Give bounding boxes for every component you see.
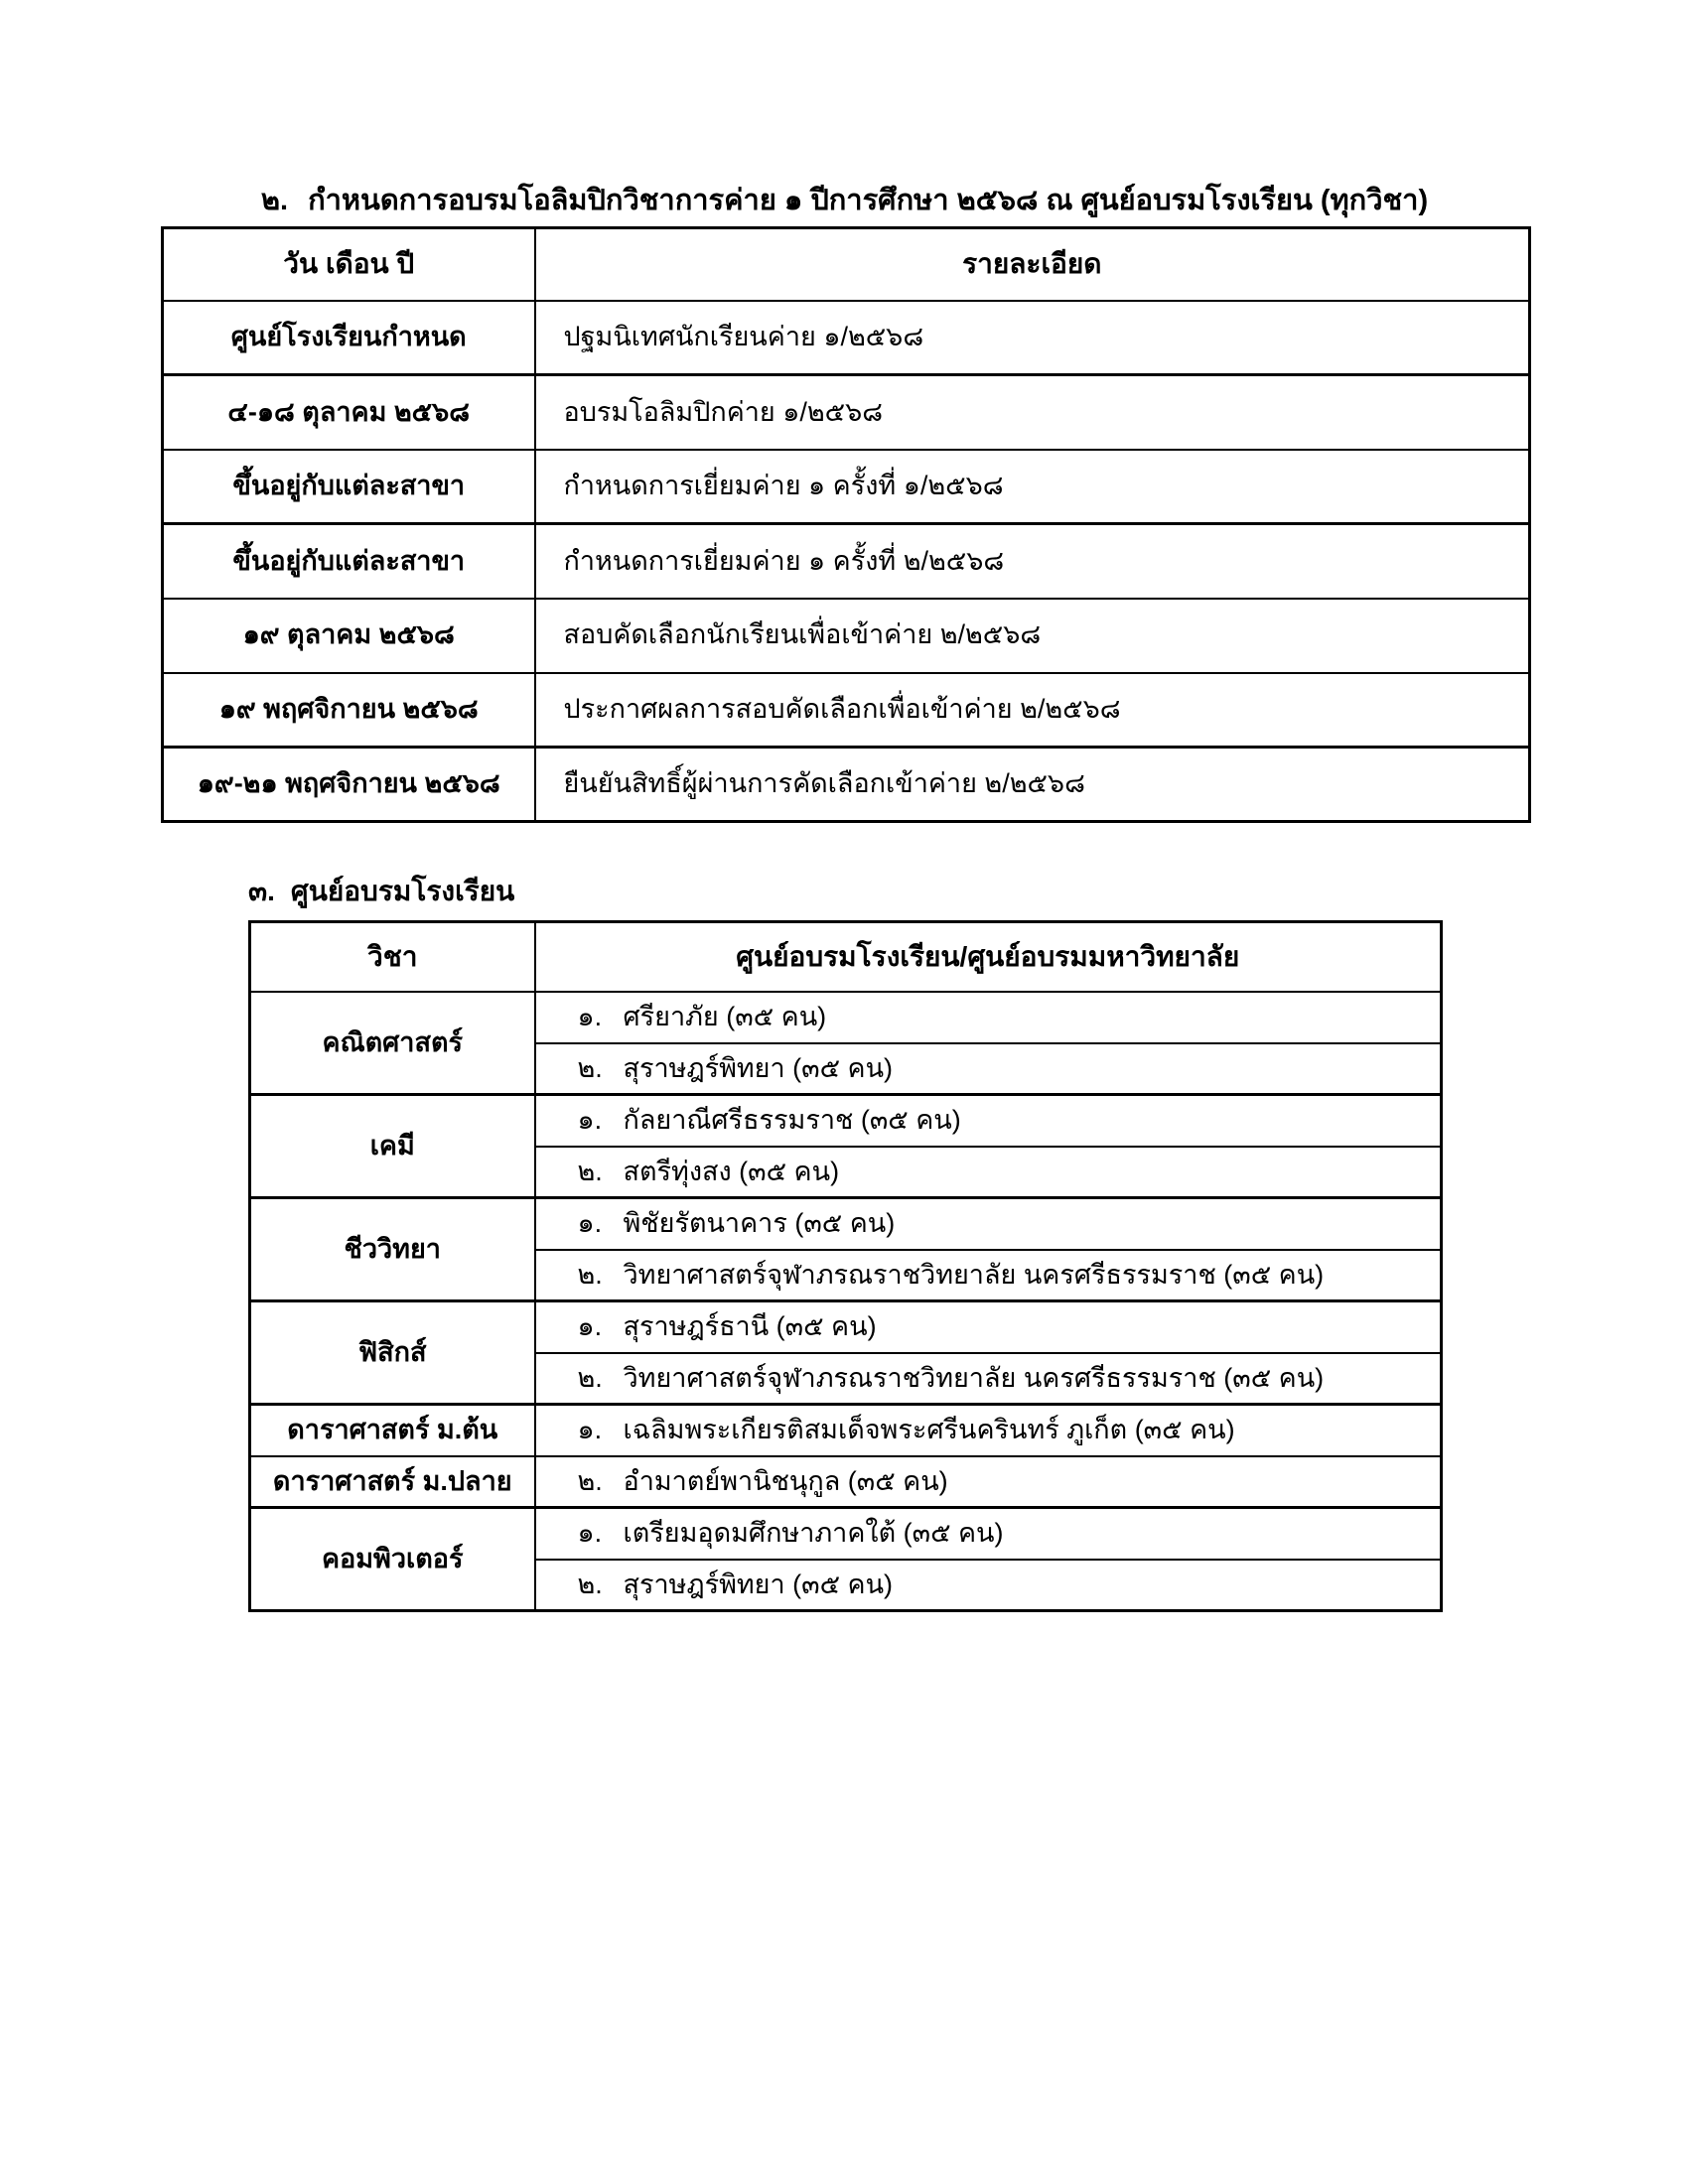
centers-header-row xyxy=(250,922,1442,992)
schedule-row xyxy=(163,524,1530,599)
centers-table-body xyxy=(250,992,1442,1611)
centers-item-cell xyxy=(535,1353,1442,1405)
schedule-table xyxy=(161,226,1531,823)
schedule-table-body xyxy=(163,301,1530,822)
schedule-detail-cell: ประกาศผลการสอบคัดเลือกเพื่อเข้าค่าย ๒/๒๕๖๘ xyxy=(535,673,1530,748)
centers-item-name: สุราษฎร์พิทยา (๓๕ คน) xyxy=(623,1569,894,1599)
schedule-detail-cell: อบรมโอลิมปิกค่าย ๑/๒๕๖๘ xyxy=(535,375,1530,450)
centers-item-name: วิทยาศาสตร์จุฬาภรณราชวิทยาลัย นครศรีธรรมราช (๓๕ คน) xyxy=(623,1259,1325,1290)
centers-item-name: อำมาตย์พานิชนุกูล (๓๕ คน) xyxy=(623,1465,948,1496)
centers-item-cell xyxy=(535,1095,1442,1147)
centers-row xyxy=(250,1198,1442,1250)
centers-item-cell xyxy=(535,1456,1442,1508)
schedule-detail-cell: กำหนดการเยี่ยมค่าย ๑ ครั้งที่ ๒/๒๕๖๘ xyxy=(535,524,1530,599)
centers-row xyxy=(250,992,1442,1043)
centers-subject-cell: คณิตศาสตร์ xyxy=(250,992,535,1095)
schedule-date-cell: ๔-๑๘ ตุลาคม ๒๕๖๘ xyxy=(163,375,535,450)
section-2-title xyxy=(161,183,1528,218)
centers-row xyxy=(250,1405,1442,1456)
centers-subject-cell: คอมพิวเตอร์ xyxy=(250,1508,535,1611)
centers-item-name: วิทยาศาสตร์จุฬาภรณราชวิทยาลัย นครศรีธรรมราช (๓๕ คน) xyxy=(623,1362,1325,1393)
centers-item-number: ๒. xyxy=(577,1362,603,1393)
centers-item-number: ๒. xyxy=(577,1465,603,1496)
centers-item-cell xyxy=(535,1250,1442,1301)
schedule-row xyxy=(163,599,1530,673)
centers-item-cell xyxy=(535,1301,1442,1353)
centers-item-number: ๑. xyxy=(577,1518,603,1549)
schedule-date-cell: ๑๙-๒๑ พฤศจิกายน ๒๕๖๘ xyxy=(163,748,535,822)
schedule-date-cell: ๑๙ ตุลาคม ๒๕๖๘ xyxy=(163,599,535,673)
centers-subject-cell: ดาราศาสตร์ ม.ต้น xyxy=(250,1405,535,1456)
centers-header-center: ศูนย์อบรมโรงเรียน/ศูนย์อบรมมหาวิทยาลัย xyxy=(535,922,1442,992)
centers-item-number: ๒. xyxy=(577,1259,603,1290)
centers-item-number: ๑. xyxy=(577,1001,603,1031)
centers-item-name: เตรียมอุดมศึกษาภาคใต้ (๓๕ คน) xyxy=(623,1518,1004,1549)
centers-item-name: เฉลิมพระเกียรติสมเด็จพระศรีนครินทร์ ภูเก็ต (๓๕ คน) xyxy=(623,1415,1235,1445)
centers-row xyxy=(250,1095,1442,1147)
section-3-title xyxy=(248,874,514,908)
section-2-number: ๒. xyxy=(260,185,289,216)
centers-row xyxy=(250,1508,1442,1560)
centers-row xyxy=(250,1456,1442,1508)
centers-subject-cell: ฟิสิกส์ xyxy=(250,1301,535,1405)
section-3-title-text: ศูนย์อบรมโรงเรียน xyxy=(290,876,515,906)
centers-item-name: สุราษฎร์ธานี (๓๕ คน) xyxy=(623,1311,877,1342)
schedule-date-cell: ๑๙ พฤศจิกายน ๒๕๖๘ xyxy=(163,673,535,748)
centers-item-number: ๑. xyxy=(577,1208,603,1239)
centers-item-number: ๒. xyxy=(577,1052,603,1083)
schedule-row xyxy=(163,450,1530,524)
schedule-detail-cell: สอบคัดเลือกนักเรียนเพื่อเข้าค่าย ๒/๒๕๖๘ xyxy=(535,599,1530,673)
centers-table xyxy=(248,920,1443,1612)
section-2-title-text: กำหนดการอบรมโอลิมปิกวิชาการค่าย ๑ ปีการศึกษา ๒๕๖๘ ณ ศูนย์อบรมโรงเรียน (ทุกวิชา) xyxy=(308,185,1429,216)
centers-item-number: ๑. xyxy=(577,1415,603,1445)
centers-row xyxy=(250,1301,1442,1353)
schedule-detail-cell: ปฐมนิเทศนักเรียนค่าย ๑/๒๕๖๘ xyxy=(535,301,1530,375)
schedule-row xyxy=(163,301,1530,375)
centers-item-cell xyxy=(535,1560,1442,1611)
schedule-row xyxy=(163,673,1530,748)
schedule-header-detail: รายละเอียด xyxy=(535,228,1530,301)
centers-subject-cell: ชีววิทยา xyxy=(250,1198,535,1301)
centers-item-number: ๑. xyxy=(577,1311,603,1342)
schedule-detail-cell: ยืนยันสิทธิ์ผู้ผ่านการคัดเลือกเข้าค่าย ๒/๒๕๖๘ xyxy=(535,748,1530,822)
schedule-date-cell: ขึ้นอยู่กับแต่ละสาขา xyxy=(163,524,535,599)
centers-item-number: ๒. xyxy=(577,1156,603,1186)
centers-item-cell xyxy=(535,1147,1442,1198)
centers-item-name: สตรีทุ่งสง (๓๕ คน) xyxy=(623,1156,840,1186)
centers-item-number: ๒. xyxy=(577,1569,603,1599)
centers-header-subject: วิชา xyxy=(250,922,535,992)
schedule-row xyxy=(163,375,1530,450)
centers-item-cell xyxy=(535,1198,1442,1250)
schedule-date-cell: ขึ้นอยู่กับแต่ละสาขา xyxy=(163,450,535,524)
centers-subject-cell: เคมี xyxy=(250,1095,535,1198)
schedule-row xyxy=(163,748,1530,822)
centers-item-name: สุราษฎร์พิทยา (๓๕ คน) xyxy=(623,1052,894,1083)
centers-item-cell xyxy=(535,1043,1442,1095)
centers-item-name: กัลยาณีศรีธรรมราช (๓๕ คน) xyxy=(623,1105,961,1136)
centers-item-cell xyxy=(535,1508,1442,1560)
centers-item-name: พิชัยรัตนาคาร (๓๕ คน) xyxy=(623,1208,896,1239)
schedule-header-date: วัน เดือน ปี xyxy=(163,228,535,301)
section-3-number: ๓. xyxy=(248,876,275,906)
centers-item-cell xyxy=(535,992,1442,1043)
schedule-date-cell: ศูนย์โรงเรียนกำหนด xyxy=(163,301,535,375)
schedule-detail-cell: กำหนดการเยี่ยมค่าย ๑ ครั้งที่ ๑/๒๕๖๘ xyxy=(535,450,1530,524)
centers-item-cell xyxy=(535,1405,1442,1456)
centers-item-name: ศรียาภัย (๓๕ คน) xyxy=(623,1001,827,1031)
centers-subject-cell: ดาราศาสตร์ ม.ปลาย xyxy=(250,1456,535,1508)
centers-item-number: ๑. xyxy=(577,1105,603,1136)
schedule-header-row xyxy=(163,228,1530,301)
